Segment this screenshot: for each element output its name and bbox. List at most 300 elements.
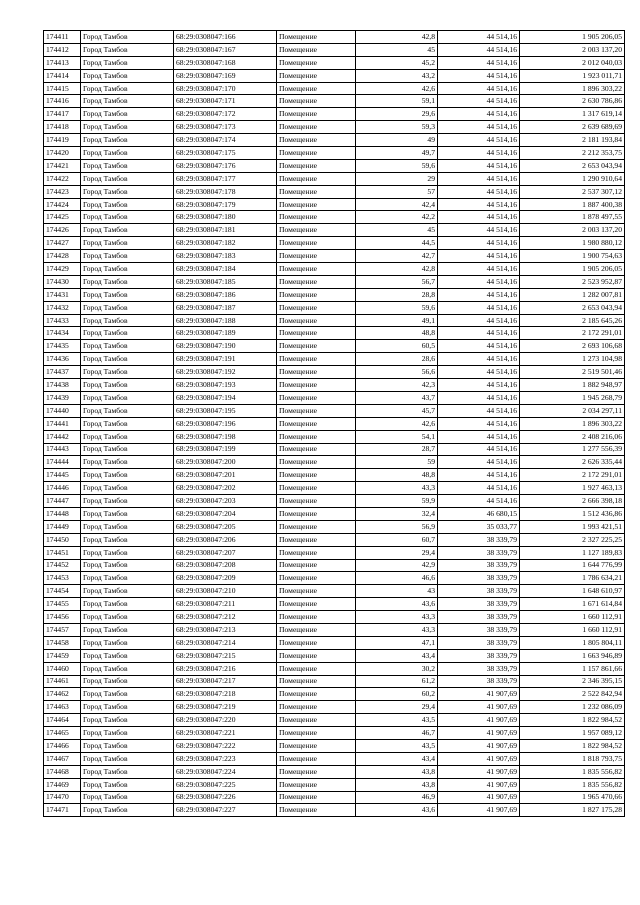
cadastral-value-cell: 1 896 303,22 xyxy=(520,417,625,430)
row-id-cell: 174416 xyxy=(44,95,81,108)
row-id-cell: 174459 xyxy=(44,649,81,662)
city-cell: Город Тамбов xyxy=(81,224,174,237)
city-cell: Город Тамбов xyxy=(81,301,174,314)
city-cell: Город Тамбов xyxy=(81,739,174,752)
city-cell: Город Тамбов xyxy=(81,250,174,263)
row-id-cell: 174436 xyxy=(44,353,81,366)
row-id-cell: 174431 xyxy=(44,288,81,301)
cadastral-number-cell: 68:29:0308047:227 xyxy=(174,804,277,817)
object-type-cell: Помещение xyxy=(277,520,356,533)
cadastral-value-cell: 1 663 946,89 xyxy=(520,649,625,662)
area-cell: 59,3 xyxy=(356,121,438,134)
area-cell: 29 xyxy=(356,172,438,185)
unit-value-cell: 41 907,69 xyxy=(438,688,520,701)
object-type-cell: Помещение xyxy=(277,56,356,69)
table-row xyxy=(44,198,625,211)
unit-value-cell: 44 514,16 xyxy=(438,121,520,134)
unit-value-cell: 38 339,79 xyxy=(438,572,520,585)
unit-value-cell: 44 514,16 xyxy=(438,456,520,469)
area-cell: 43,8 xyxy=(356,778,438,791)
city-cell: Город Тамбов xyxy=(81,495,174,508)
cadastral-number-cell: 68:29:0308047:223 xyxy=(174,752,277,765)
object-type-cell: Помещение xyxy=(277,314,356,327)
object-type-cell: Помещение xyxy=(277,572,356,585)
table-row xyxy=(44,275,625,288)
city-cell: Город Тамбов xyxy=(81,353,174,366)
cadastral-value-cell: 2 003 137,20 xyxy=(520,224,625,237)
area-cell: 46,9 xyxy=(356,791,438,804)
object-type-cell: Помещение xyxy=(277,739,356,752)
cadastral-number-cell: 68:29:0308047:174 xyxy=(174,134,277,147)
unit-value-cell: 44 514,16 xyxy=(438,172,520,185)
table-row xyxy=(44,469,625,482)
cadastral-value-cell: 1 896 303,22 xyxy=(520,82,625,95)
row-id-cell: 174442 xyxy=(44,430,81,443)
area-cell: 42,7 xyxy=(356,250,438,263)
table-row xyxy=(44,430,625,443)
area-cell: 29,4 xyxy=(356,546,438,559)
table-row xyxy=(44,611,625,624)
table-row xyxy=(44,675,625,688)
table-row xyxy=(44,159,625,172)
table-row xyxy=(44,82,625,95)
cadastral-value-cell: 2 519 501,46 xyxy=(520,366,625,379)
cadastral-number-cell: 68:29:0308047:169 xyxy=(174,69,277,82)
cadastral-value-cell: 2 630 786,86 xyxy=(520,95,625,108)
area-cell: 43,4 xyxy=(356,649,438,662)
unit-value-cell: 44 514,16 xyxy=(438,469,520,482)
cadastral-value-cell: 2 185 645,26 xyxy=(520,314,625,327)
unit-value-cell: 44 514,16 xyxy=(438,159,520,172)
row-id-cell: 174411 xyxy=(44,31,81,44)
cadastral-number-cell: 68:29:0308047:202 xyxy=(174,482,277,495)
unit-value-cell: 44 514,16 xyxy=(438,275,520,288)
object-type-cell: Помещение xyxy=(277,585,356,598)
cadastral-value-cell: 1 644 776,99 xyxy=(520,559,625,572)
object-type-cell: Помещение xyxy=(277,778,356,791)
table-row xyxy=(44,520,625,533)
cadastral-number-cell: 68:29:0308047:205 xyxy=(174,520,277,533)
object-type-cell: Помещение xyxy=(277,263,356,276)
row-id-cell: 174437 xyxy=(44,366,81,379)
unit-value-cell: 44 514,16 xyxy=(438,314,520,327)
row-id-cell: 174415 xyxy=(44,82,81,95)
table-row xyxy=(44,727,625,740)
area-cell: 43,4 xyxy=(356,752,438,765)
city-cell: Город Тамбов xyxy=(81,391,174,404)
object-type-cell: Помещение xyxy=(277,108,356,121)
city-cell: Город Тамбов xyxy=(81,778,174,791)
table-row xyxy=(44,237,625,250)
unit-value-cell: 44 514,16 xyxy=(438,288,520,301)
area-cell: 43,5 xyxy=(356,714,438,727)
area-cell: 29,4 xyxy=(356,701,438,714)
object-type-cell: Помещение xyxy=(277,340,356,353)
object-type-cell: Помещение xyxy=(277,134,356,147)
cadastral-value-cell: 2 212 353,75 xyxy=(520,147,625,160)
cadastral-number-cell: 68:29:0308047:215 xyxy=(174,649,277,662)
area-cell: 43 xyxy=(356,585,438,598)
cadastral-number-cell: 68:29:0308047:217 xyxy=(174,675,277,688)
cadastral-value-cell: 1 822 984,52 xyxy=(520,714,625,727)
city-cell: Город Тамбов xyxy=(81,765,174,778)
cadastral-value-cell: 2 003 137,20 xyxy=(520,43,625,56)
row-id-cell: 174454 xyxy=(44,585,81,598)
cadastral-value-cell: 2 522 842,94 xyxy=(520,688,625,701)
unit-value-cell: 38 339,79 xyxy=(438,623,520,636)
table-row xyxy=(44,314,625,327)
cadastral-number-cell: 68:29:0308047:180 xyxy=(174,211,277,224)
table-row xyxy=(44,211,625,224)
area-cell: 44,5 xyxy=(356,237,438,250)
area-cell: 60,2 xyxy=(356,688,438,701)
cadastral-value-cell: 1 512 436,86 xyxy=(520,507,625,520)
cadastral-value-cell: 1 290 910,64 xyxy=(520,172,625,185)
object-type-cell: Помещение xyxy=(277,688,356,701)
city-cell: Город Тамбов xyxy=(81,366,174,379)
object-type-cell: Помещение xyxy=(277,379,356,392)
area-cell: 60,7 xyxy=(356,533,438,546)
unit-value-cell: 38 339,79 xyxy=(438,611,520,624)
row-id-cell: 174417 xyxy=(44,108,81,121)
unit-value-cell: 41 907,69 xyxy=(438,701,520,714)
unit-value-cell: 38 339,79 xyxy=(438,649,520,662)
cadastral-value-cell: 2 693 106,68 xyxy=(520,340,625,353)
row-id-cell: 174426 xyxy=(44,224,81,237)
city-cell: Город Тамбов xyxy=(81,701,174,714)
cadastral-number-cell: 68:29:0308047:188 xyxy=(174,314,277,327)
city-cell: Город Тамбов xyxy=(81,134,174,147)
table-row xyxy=(44,417,625,430)
table-row xyxy=(44,31,625,44)
city-cell: Город Тамбов xyxy=(81,108,174,121)
cadastral-number-cell: 68:29:0308047:209 xyxy=(174,572,277,585)
cadastral-number-cell: 68:29:0308047:225 xyxy=(174,778,277,791)
unit-value-cell: 44 514,16 xyxy=(438,56,520,69)
object-type-cell: Помещение xyxy=(277,636,356,649)
object-type-cell: Помещение xyxy=(277,211,356,224)
area-cell: 60,5 xyxy=(356,340,438,353)
table-row xyxy=(44,623,625,636)
cadastral-value-cell: 2 626 335,44 xyxy=(520,456,625,469)
cadastral-value-cell: 2 172 291,01 xyxy=(520,327,625,340)
city-cell: Город Тамбов xyxy=(81,31,174,44)
table-row xyxy=(44,804,625,817)
unit-value-cell: 44 514,16 xyxy=(438,237,520,250)
cadastral-number-cell: 68:29:0308047:204 xyxy=(174,507,277,520)
cadastral-number-cell: 68:29:0308047:214 xyxy=(174,636,277,649)
unit-value-cell: 44 514,16 xyxy=(438,224,520,237)
row-id-cell: 174418 xyxy=(44,121,81,134)
row-id-cell: 174424 xyxy=(44,198,81,211)
unit-value-cell: 44 514,16 xyxy=(438,443,520,456)
object-type-cell: Помещение xyxy=(277,701,356,714)
table-row xyxy=(44,121,625,134)
area-cell: 45,2 xyxy=(356,56,438,69)
cadastral-value-cell: 1 835 556,82 xyxy=(520,778,625,791)
cadastral-number-cell: 68:29:0308047:191 xyxy=(174,353,277,366)
object-type-cell: Помещение xyxy=(277,546,356,559)
cadastral-number-cell: 68:29:0308047:166 xyxy=(174,31,277,44)
cadastral-value-cell: 1 827 175,28 xyxy=(520,804,625,817)
cadastral-number-cell: 68:29:0308047:181 xyxy=(174,224,277,237)
city-cell: Город Тамбов xyxy=(81,211,174,224)
object-type-cell: Помещение xyxy=(277,366,356,379)
city-cell: Город Тамбов xyxy=(81,611,174,624)
row-id-cell: 174414 xyxy=(44,69,81,82)
area-cell: 42,2 xyxy=(356,211,438,224)
city-cell: Город Тамбов xyxy=(81,417,174,430)
table-row xyxy=(44,507,625,520)
city-cell: Город Тамбов xyxy=(81,82,174,95)
cadastral-value-cell: 1 648 610,97 xyxy=(520,585,625,598)
table-row xyxy=(44,636,625,649)
area-cell: 49,7 xyxy=(356,147,438,160)
city-cell: Город Тамбов xyxy=(81,559,174,572)
object-type-cell: Помещение xyxy=(277,288,356,301)
cadastral-number-cell: 68:29:0308047:184 xyxy=(174,263,277,276)
cadastral-value-cell: 1 818 793,75 xyxy=(520,752,625,765)
unit-value-cell: 41 907,69 xyxy=(438,765,520,778)
row-id-cell: 174434 xyxy=(44,327,81,340)
area-cell: 30,2 xyxy=(356,662,438,675)
row-id-cell: 174457 xyxy=(44,623,81,636)
cadastral-value-cell: 2 653 043,94 xyxy=(520,159,625,172)
row-id-cell: 174438 xyxy=(44,379,81,392)
cadastral-value-cell: 1 905 206,05 xyxy=(520,31,625,44)
cadastral-number-cell: 68:29:0308047:208 xyxy=(174,559,277,572)
object-type-cell: Помещение xyxy=(277,611,356,624)
table-row xyxy=(44,598,625,611)
cadastral-number-cell: 68:29:0308047:207 xyxy=(174,546,277,559)
cadastral-number-cell: 68:29:0308047:168 xyxy=(174,56,277,69)
cadastral-number-cell: 68:29:0308047:220 xyxy=(174,714,277,727)
area-cell: 48,8 xyxy=(356,327,438,340)
table-row xyxy=(44,250,625,263)
cadastral-value-cell: 1 277 556,39 xyxy=(520,443,625,456)
object-type-cell: Помещение xyxy=(277,430,356,443)
cadastral-number-cell: 68:29:0308047:212 xyxy=(174,611,277,624)
area-cell: 56,7 xyxy=(356,275,438,288)
cadastral-value-cell: 2 537 307,12 xyxy=(520,185,625,198)
object-type-cell: Помещение xyxy=(277,649,356,662)
object-type-cell: Помещение xyxy=(277,804,356,817)
object-type-cell: Помещение xyxy=(277,559,356,572)
table-row xyxy=(44,172,625,185)
city-cell: Город Тамбов xyxy=(81,237,174,250)
city-cell: Город Тамбов xyxy=(81,752,174,765)
row-id-cell: 174444 xyxy=(44,456,81,469)
city-cell: Город Тамбов xyxy=(81,95,174,108)
object-type-cell: Помещение xyxy=(277,662,356,675)
unit-value-cell: 44 514,16 xyxy=(438,391,520,404)
table-row xyxy=(44,714,625,727)
area-cell: 45 xyxy=(356,43,438,56)
city-cell: Город Тамбов xyxy=(81,443,174,456)
row-id-cell: 174451 xyxy=(44,546,81,559)
table-row xyxy=(44,366,625,379)
row-id-cell: 174461 xyxy=(44,675,81,688)
cadastral-number-cell: 68:29:0308047:206 xyxy=(174,533,277,546)
cadastral-value-cell: 1 671 614,84 xyxy=(520,598,625,611)
area-cell: 49,1 xyxy=(356,314,438,327)
area-cell: 43,7 xyxy=(356,391,438,404)
row-id-cell: 174422 xyxy=(44,172,81,185)
row-id-cell: 174432 xyxy=(44,301,81,314)
cadastral-value-cell: 1 927 463,13 xyxy=(520,482,625,495)
unit-value-cell: 41 907,69 xyxy=(438,791,520,804)
object-type-cell: Помещение xyxy=(277,404,356,417)
table-row xyxy=(44,791,625,804)
object-type-cell: Помещение xyxy=(277,598,356,611)
cadastral-number-cell: 68:29:0308047:226 xyxy=(174,791,277,804)
object-type-cell: Помещение xyxy=(277,791,356,804)
cadastral-value-cell: 2 012 040,03 xyxy=(520,56,625,69)
table-row xyxy=(44,585,625,598)
unit-value-cell: 38 339,79 xyxy=(438,585,520,598)
row-id-cell: 174429 xyxy=(44,263,81,276)
cadastral-number-cell: 68:29:0308047:221 xyxy=(174,727,277,740)
cadastral-number-cell: 68:29:0308047:173 xyxy=(174,121,277,134)
unit-value-cell: 44 514,16 xyxy=(438,198,520,211)
cadastral-number-cell: 68:29:0308047:213 xyxy=(174,623,277,636)
city-cell: Город Тамбов xyxy=(81,469,174,482)
table-row xyxy=(44,688,625,701)
table-row xyxy=(44,379,625,392)
table-row xyxy=(44,43,625,56)
object-type-cell: Помещение xyxy=(277,675,356,688)
row-id-cell: 174439 xyxy=(44,391,81,404)
city-cell: Город Тамбов xyxy=(81,482,174,495)
object-type-cell: Помещение xyxy=(277,159,356,172)
area-cell: 49 xyxy=(356,134,438,147)
city-cell: Город Тамбов xyxy=(81,520,174,533)
cadastral-value-cell: 1 273 104,98 xyxy=(520,353,625,366)
unit-value-cell: 41 907,69 xyxy=(438,714,520,727)
cadastral-number-cell: 68:29:0308047:194 xyxy=(174,391,277,404)
area-cell: 46,6 xyxy=(356,572,438,585)
unit-value-cell: 44 514,16 xyxy=(438,82,520,95)
unit-value-cell: 44 514,16 xyxy=(438,430,520,443)
cadastral-number-cell: 68:29:0308047:193 xyxy=(174,379,277,392)
cadastral-number-cell: 68:29:0308047:171 xyxy=(174,95,277,108)
cadastral-value-cell: 1 660 112,91 xyxy=(520,623,625,636)
city-cell: Город Тамбов xyxy=(81,598,174,611)
cadastral-value-cell: 1 232 086,09 xyxy=(520,701,625,714)
row-id-cell: 174465 xyxy=(44,727,81,740)
object-type-cell: Помещение xyxy=(277,443,356,456)
object-type-cell: Помещение xyxy=(277,495,356,508)
unit-value-cell: 44 514,16 xyxy=(438,301,520,314)
city-cell: Город Тамбов xyxy=(81,533,174,546)
unit-value-cell: 38 339,79 xyxy=(438,546,520,559)
area-cell: 28,8 xyxy=(356,288,438,301)
object-type-cell: Помещение xyxy=(277,275,356,288)
object-type-cell: Помещение xyxy=(277,327,356,340)
area-cell: 47,1 xyxy=(356,636,438,649)
city-cell: Город Тамбов xyxy=(81,662,174,675)
city-cell: Город Тамбов xyxy=(81,69,174,82)
cadastral-number-cell: 68:29:0308047:170 xyxy=(174,82,277,95)
object-type-cell: Помещение xyxy=(277,456,356,469)
city-cell: Город Тамбов xyxy=(81,404,174,417)
unit-value-cell: 44 514,16 xyxy=(438,495,520,508)
city-cell: Город Тамбов xyxy=(81,121,174,134)
table-row xyxy=(44,327,625,340)
row-id-cell: 174427 xyxy=(44,237,81,250)
table-row xyxy=(44,147,625,160)
table-row xyxy=(44,224,625,237)
cadastral-value-cell: 1 127 189,83 xyxy=(520,546,625,559)
row-id-cell: 174443 xyxy=(44,443,81,456)
row-id-cell: 174460 xyxy=(44,662,81,675)
city-cell: Город Тамбов xyxy=(81,688,174,701)
city-cell: Город Тамбов xyxy=(81,198,174,211)
row-id-cell: 174467 xyxy=(44,752,81,765)
area-cell: 43,3 xyxy=(356,623,438,636)
row-id-cell: 174419 xyxy=(44,134,81,147)
area-cell: 59,6 xyxy=(356,159,438,172)
area-cell: 43,3 xyxy=(356,482,438,495)
cadastral-number-cell: 68:29:0308047:167 xyxy=(174,43,277,56)
cadastral-number-cell: 68:29:0308047:216 xyxy=(174,662,277,675)
city-cell: Город Тамбов xyxy=(81,727,174,740)
city-cell: Город Тамбов xyxy=(81,546,174,559)
object-type-cell: Помещение xyxy=(277,727,356,740)
area-cell: 57 xyxy=(356,185,438,198)
unit-value-cell: 44 514,16 xyxy=(438,147,520,160)
object-type-cell: Помещение xyxy=(277,417,356,430)
cadastral-number-cell: 68:29:0308047:178 xyxy=(174,185,277,198)
cadastral-value-table xyxy=(43,30,625,817)
object-type-cell: Помещение xyxy=(277,172,356,185)
unit-value-cell: 44 514,16 xyxy=(438,95,520,108)
unit-value-cell: 44 514,16 xyxy=(438,482,520,495)
cadastral-value-cell: 1 905 206,05 xyxy=(520,263,625,276)
row-id-cell: 174420 xyxy=(44,147,81,160)
area-cell: 43,3 xyxy=(356,611,438,624)
table-row xyxy=(44,340,625,353)
cadastral-value-cell: 1 660 112,91 xyxy=(520,611,625,624)
object-type-cell: Помещение xyxy=(277,353,356,366)
unit-value-cell: 41 907,69 xyxy=(438,727,520,740)
object-type-cell: Помещение xyxy=(277,237,356,250)
city-cell: Город Тамбов xyxy=(81,340,174,353)
object-type-cell: Помещение xyxy=(277,301,356,314)
area-cell: 59 xyxy=(356,456,438,469)
area-cell: 42,6 xyxy=(356,417,438,430)
object-type-cell: Помещение xyxy=(277,623,356,636)
row-id-cell: 174423 xyxy=(44,185,81,198)
city-cell: Город Тамбов xyxy=(81,585,174,598)
cadastral-number-cell: 68:29:0308047:224 xyxy=(174,765,277,778)
unit-value-cell: 41 907,69 xyxy=(438,739,520,752)
object-type-cell: Помещение xyxy=(277,185,356,198)
table-row xyxy=(44,443,625,456)
table-row xyxy=(44,353,625,366)
object-type-cell: Помещение xyxy=(277,198,356,211)
city-cell: Город Тамбов xyxy=(81,430,174,443)
row-id-cell: 174449 xyxy=(44,520,81,533)
unit-value-cell: 44 514,16 xyxy=(438,250,520,263)
cadastral-number-cell: 68:29:0308047:211 xyxy=(174,598,277,611)
object-type-cell: Помещение xyxy=(277,391,356,404)
unit-value-cell: 44 514,16 xyxy=(438,134,520,147)
city-cell: Город Тамбов xyxy=(81,275,174,288)
object-type-cell: Помещение xyxy=(277,82,356,95)
table-row xyxy=(44,572,625,585)
table-row xyxy=(44,185,625,198)
